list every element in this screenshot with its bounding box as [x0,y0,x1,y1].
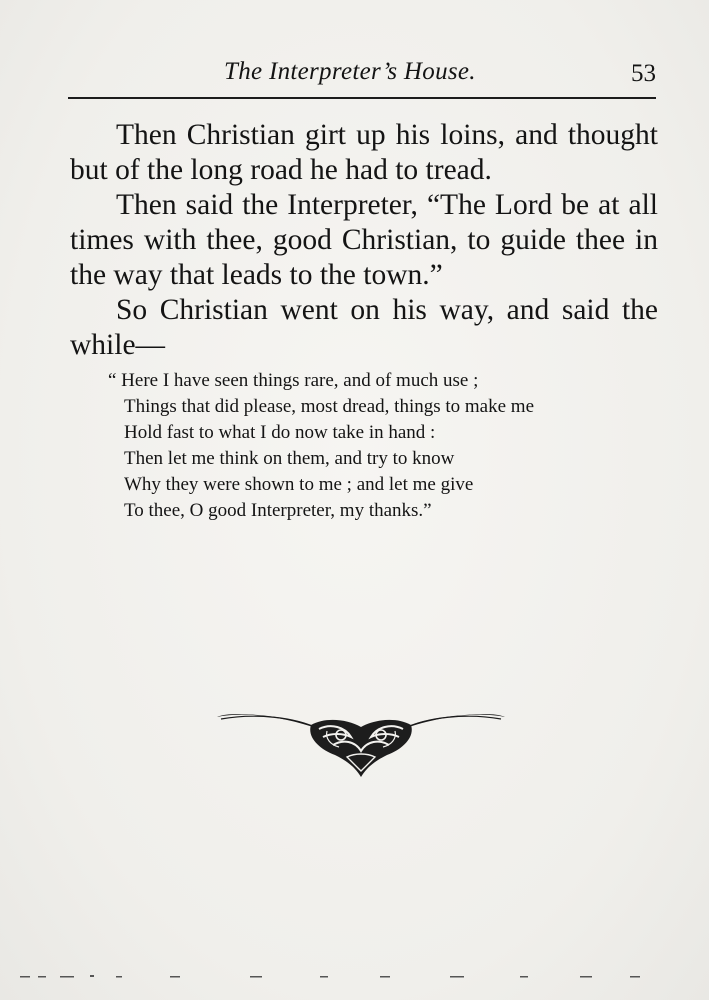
verse-line-5: Why they were shown to me ; and let me give [124,474,474,495]
running-title: The Interpreter’s House. [224,58,476,85]
verse-line-6: To thee, O good Interpreter, my thanks.” [124,500,432,521]
running-header [68,52,656,92]
paragraph-3: So Christian went on his way, and said the while— [70,294,658,361]
paragraph-1: Then Christian girt up his loins, and thought but of the long road he had to tread. [70,119,658,186]
verse-block [108,368,668,524]
verse-line-2: Things that did please, most dread, things to make me [124,396,535,417]
verse-line-1: “ Here I have seen things rare, and of much use ; [108,370,479,391]
tailpiece-ornament-icon [215,705,507,781]
body-text [70,118,658,363]
header-rule [68,97,656,99]
page-edge-marks [20,972,660,982]
verse-line-3: Hold fast to what I do now take in hand : [124,422,436,443]
paragraph-2: Then said the Interpreter, “The Lord be at all times with thee, good Christian, to guide thee in the way that leads to the town.” [70,189,658,291]
verse-line-4: Then let me think on them, and try to know [124,448,455,469]
page-number: 53 [631,60,656,87]
